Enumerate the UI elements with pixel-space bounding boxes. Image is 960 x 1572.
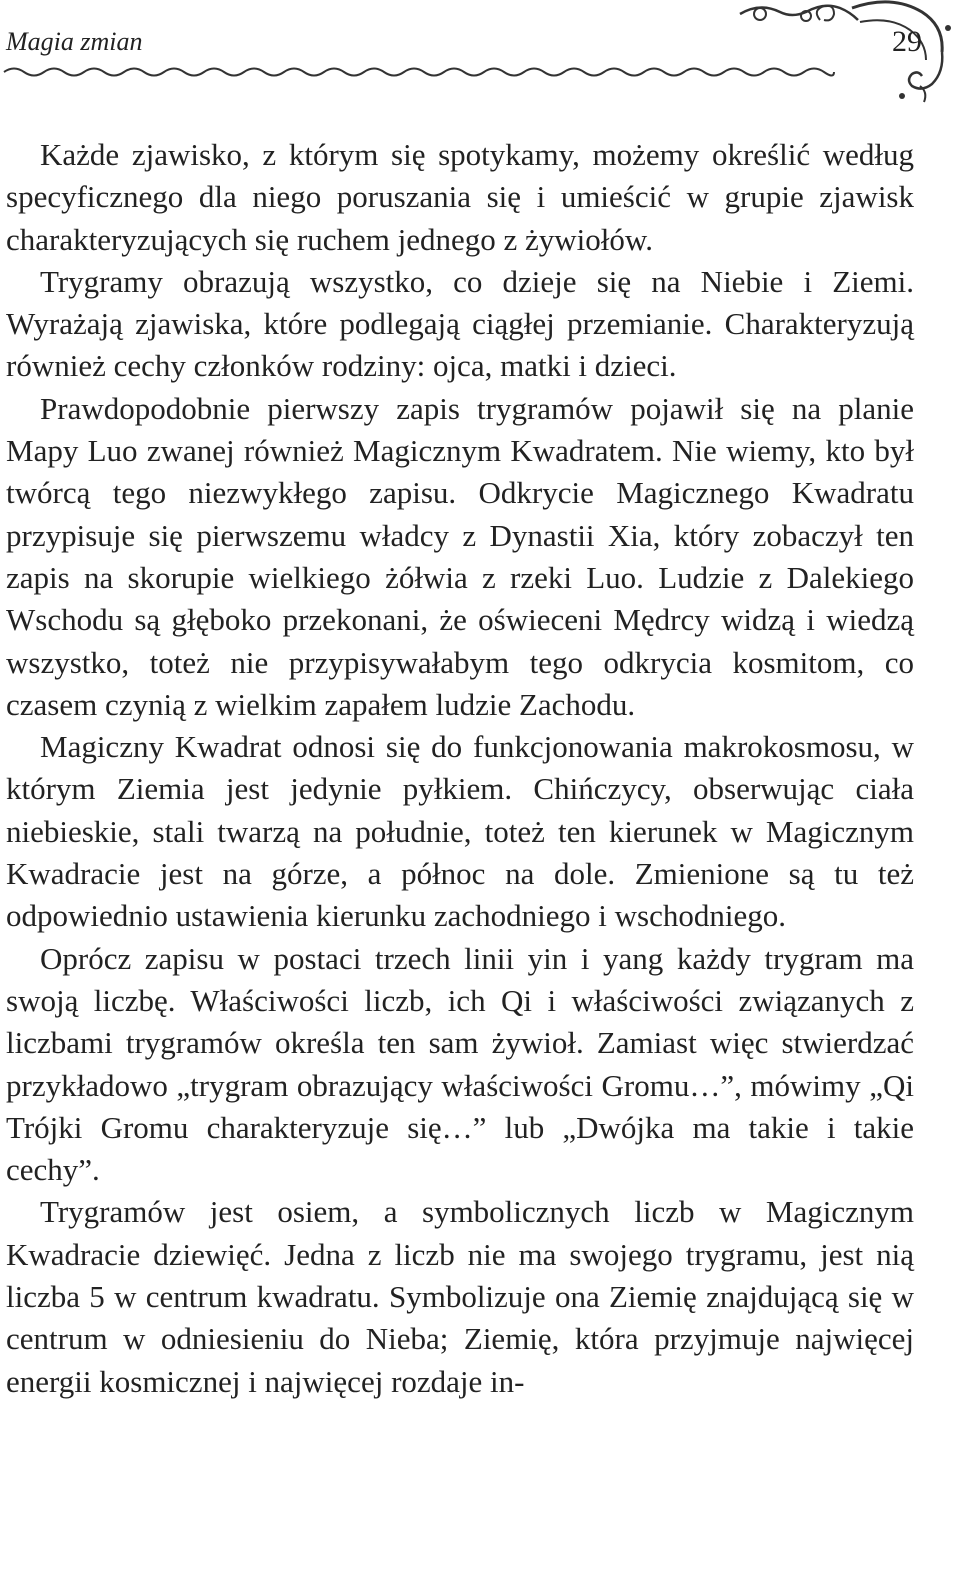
paragraph: Magiczny Kwadrat odnosi się do funkcjonowania makrokosmosu, w którym Ziemia jest jedynie pyłkiem. Chińczycy, obserwując ciała niebieskie, stali twarzą na południe, toteż ten kierunek w Magicznym Kwadracie jest na górze, a północ na dole. Zmienione są tu też odpowiednio ustawienia kierunku zachodniego i wschodniego.	[6, 729, 914, 934]
flourish-ornament-icon	[0, 0, 960, 110]
running-title: Magia zmian	[6, 27, 143, 56]
paragraph: Oprócz zapisu w postaci trzech linii yin i yang każdy trygram ma swoją liczbę. Właściwości liczb, ich Qi i właściwości związanych z liczbami trygramów określa ten sam żywioł. Zamiast więc stwierdzać przykładowo „trygram obrazujący właściwości Gromu…”, mówimy „Qi Trójki Gromu charakteryzuje się…” lub „Dwójka ma takie i takie cechy”.	[6, 940, 914, 1188]
page-number: 29	[892, 25, 922, 58]
page-header	[0, 0, 960, 110]
paragraph: Trygramy obrazują wszystko, co dzieje się na Niebie i Ziemi. Wyrażają zjawiska, które podlegają ciągłej przemianie. Charakteryzują również cechy członków rodziny: ojca, matki i dzieci.	[6, 263, 914, 384]
paragraph: Trygramów jest osiem, a symbolicznych liczb w Magicznym Kwadracie dziewięć. Jedna z liczb nie ma swojego trygramu, jest nią liczba 5 w centrum kwadratu. Symbolizuje ona Ziemię znajdującą się w centrum w odniesieniu do Nieba; Ziemię, która przyjmuje najwięcej energii kosmicznej i najwięcej rozdaje in-	[6, 1194, 914, 1399]
body-text	[6, 134, 914, 1403]
paragraph: Każde zjawisko, z którym się spotykamy, możemy określić według specyficznego dla niego poruszania się i umieścić w grupie zjawisk charakteryzujących się ruchem jednego z żywiołów.	[6, 137, 914, 257]
paragraph: Prawdopodobnie pierwszy zapis trygramów pojawił się na planie Mapy Luo zwanej również Magicznym Kwadratem. Nie wiemy, kto był twórcą tego niezwykłego zapisu. Odkrycie Magicznego Kwadratu przypisuje się pierwszemu władcy z Dynastii Xia, który zobaczył ten zapis na skorupie wielkiego żółwia z rzeki Luo. Ludzie z Dalekiego Wschodu są głęboko przekonani, że oświeceni Mędrcy widzą i wiedzą wszystko, toteż nie przypisywałabym tego odkrycia kosmitom, co czasem czynią z wielkim zapałem ludzie Zachodu.	[6, 390, 914, 722]
